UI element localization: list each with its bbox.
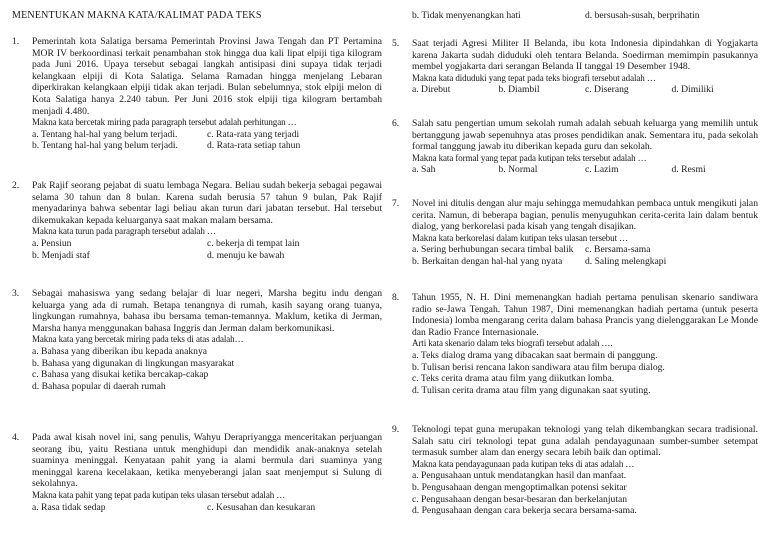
option-a[interactable]: a. Pensiun: [32, 237, 72, 249]
question-passage: Sebagai mahasiswa yang sedang belajar di luar negeri, Marsha begitu indu dengan keluarga yang ada di rumah. Betapa tenangnya di rumah, kasih sayang orang tuanya, lingkungan rumahnya, bahasa ibu bersama teman-temannya. Maklum, ketika di Jerman, Marsha hanya menggunakan bahasa Inggris dan Jerman dalam berkomunikasi.: [32, 288, 382, 334]
question-passage: Tahun 1955, N. H. Dini memenangkan hadiah pertama penulisan skenario sandiwara radio se-Jawa Tengah. Tahun 1987, Dini memenangkan hadiah pertama (untuk peserta Indonesia) lomba mengarang cerita dalam bahasa Prancis yang dielenggarakan Le Monde dan Radio France Internasionale.: [412, 292, 758, 338]
option-d[interactable]: d. Tulisan cerita drama atau film yang digunakan saat syuting.: [412, 384, 651, 396]
option-c[interactable]: c. Pengusahaan dengan besar-besaran dan berkelanjutan: [412, 493, 628, 505]
question-number: 8.: [392, 292, 400, 303]
option-d[interactable]: d. Rata-rata setiap tahun: [207, 140, 301, 152]
option-a[interactable]: a. Direbut: [412, 84, 451, 96]
option-d[interactable]: d. Bahasa popular di daerah rumah: [32, 380, 166, 392]
option-b[interactable]: b. Diambil: [498, 84, 540, 96]
question-prompt: Makna kata formal yang tepat pada kutipan teks tersebut adalah …: [412, 152, 647, 163]
question-4: [12, 432, 382, 513]
question-prompt: Arti kata skenario dalam teks biografi tersebut adalah ….: [412, 338, 613, 349]
question-number: 1.: [12, 36, 20, 47]
option-a[interactable]: a. Bahasa yang diberikan ibu kepada anaknya: [32, 345, 208, 357]
option-d[interactable]: d. Resmi: [671, 164, 706, 176]
option-c[interactable]: c. Kesusahan dan kesukaran: [207, 501, 316, 513]
question-9: [392, 424, 758, 517]
option-b[interactable]: b. Pengusahaan dengan mengoptimalkan potensi sekitar: [412, 481, 627, 493]
option-d[interactable]: d. bersusah-susah, berprihatin: [585, 10, 700, 21]
option-c[interactable]: c. Lazim: [585, 164, 619, 176]
option-b[interactable]: b. Normal: [498, 164, 538, 176]
option-c[interactable]: c. Bersama-sama: [585, 244, 651, 256]
question-prompt: Makna kata berkorelasi dalam kutipan teks ulasan tersebut …: [412, 232, 629, 243]
option-b[interactable]: b. Tidak menyenangkan hati: [412, 10, 521, 21]
option-d[interactable]: d. menuju ke bawah: [207, 249, 285, 261]
option-c[interactable]: c. Teks cerita drama atau film yang diikutkan lomba.: [412, 373, 615, 385]
question-prompt: Makna kata pahit yang tepat pada kutipan teks ulasan tersebut adalah …: [32, 489, 286, 500]
option-b[interactable]: b. Tulisan berisi rencana lakon sandiwara atau film berupa dialog.: [412, 361, 665, 373]
option-d[interactable]: d. Pengusahaan dengan cara bekerja secara bersama-sama.: [412, 505, 637, 517]
question-4-continued-options: [412, 10, 758, 22]
option-b[interactable]: b. Tentang hal-hal yang belum terjadi.: [32, 140, 178, 152]
question-passage: Teknologi tepat guna merupakan teknologi yang telah dikembangkan secara tradisional. Salah satu ciri teknologi tepat guna adalah pendayagunaan sumber-sumber setempat termasuk sumber alam dan energy secara lebih baik dan optimal.: [412, 424, 758, 459]
question-passage: Pada awal kisah novel ini, sang penulis, Wahyu Derapriyangga menceritakan perjuangan seorang ibu, yaitu Restiana untuk menghidupi dan mendidik anak-anaknya setelah suaminya meninggal. Kenyataan pahit yang ia alami bermula dari suaminya yang meninggal karena kecelakaan, ketika menyeberangi jalan saat menjemput si Sulung di sekolahnya.: [32, 432, 382, 490]
option-b[interactable]: b. Berkaitan dengan hal-hal yang nyata: [412, 255, 563, 267]
question-passage: Saat terjadi Agresi Militer II Belanda, ibu kota Indonesia dipindahkan di Yogjakarta karena Jakarta sudah diduduki oleh tentara Belanda. Soedirman memimpin pasukannya membel yogjakarta dari serangan Belanda II tanggal 19 Desember 1948.: [412, 38, 758, 73]
question-number: 5.: [392, 38, 400, 49]
question-number: 4.: [12, 432, 20, 443]
option-b[interactable]: b. Menjadi staf: [32, 249, 90, 261]
option-c[interactable]: c. Diserang: [585, 84, 629, 96]
option-a[interactable]: a. Pengusahaan untuk mendatangkan hasil dan manfaat.: [412, 470, 627, 482]
page-title: MENENTUKAN MAKNA KATA/KALIMAT PADA TEKS: [12, 10, 262, 21]
option-d[interactable]: d. Dimiliki: [671, 84, 714, 96]
question-number: 6.: [392, 118, 400, 129]
question-5: [392, 38, 758, 96]
question-3: [12, 288, 382, 392]
question-passage: Salah satu pengertian umum sekolah rumah adalah sebuah keluarga yang memilih untuk bertanggung jawab sepenuhnya atas proses pendidikan anak. Sementara itu, pada sekolah formal tanggung jawab itu diberikan kepada guru dan sekolah.: [412, 118, 758, 153]
option-c[interactable]: c. Bahasa yang disukai ketika bercakap-cakap: [32, 369, 209, 381]
question-passage: Novel ini ditulis dengan alur maju sehingga memudahkan pembaca untuk mengikuti jalan cerita. Namun, di beberapa bagian, penulis menyuguhkan cerita-cerita lain dalam bentuk dialog, yang berkorelasi pada kisah yang tengah disajikan.: [412, 198, 758, 233]
question-number: 7.: [392, 198, 400, 209]
question-prompt: Makna kata pendayagunaan pada kutipan teks di atas adalah …: [412, 458, 635, 469]
question-number: 2.: [12, 180, 20, 191]
option-c[interactable]: c. bekerja di tempat lain: [207, 237, 300, 249]
question-passage: Pak Rajif seorang pejabat di suatu lembaga Negara. Beliau sudah bekerja sebagai pegawai selama 30 tahun dan 8 bulan. Karena sudah berusia 57 tahun 9 bulan, Pak Rajif menyadarinya bahwa sebentar lagi beliau akan turun dari jabatan tersebut. Hal tersebut dikemukakan kepada keluarganya saat makan malam bersama.: [32, 180, 382, 226]
question-prompt: Makna kata bercetak miring pada paragraph tersebut adalah perhitungan …: [32, 117, 297, 128]
option-a[interactable]: a. Rasa tidak sedap: [32, 501, 106, 513]
question-7: [392, 198, 758, 268]
question-number: 3.: [12, 288, 20, 299]
option-a[interactable]: a. Sah: [412, 164, 436, 176]
question-8: [392, 292, 758, 396]
question-prompt: Makna kata turun pada paragraph tersebut adalah …: [32, 226, 216, 237]
option-b[interactable]: b. Bahasa yang digunakan di lingkungan masyarakat: [32, 357, 235, 369]
option-a[interactable]: a. Tentang hal-hal yang belum terjadi.: [32, 128, 178, 140]
option-a[interactable]: a. Sering berhubungan secara timbal balik: [412, 244, 574, 256]
option-c[interactable]: c. Rata-rata yang terjadi: [207, 128, 300, 140]
option-d[interactable]: d. Saling melengkapi: [585, 255, 667, 267]
question-passage: Pemerintah kota Salatiga bersama Pemerintah Provinsi Jawa Tengah dan PT Pertamina MOR IV berkoordinasi terkait penambahan stok hingga dua kali lipat elpiji tiga kilogram pada Juni 2016. Upaya tersebut sebagai langkah antisipasi dini supaya tidak terjadi kelangkaan elpiji di Kota Salatiga. Selama Ramadan hingga menjelang Lebaran diperkirakan kelangkaan elpiji tidak akan terjadi. Bulan sebelumnya, stok elpiji melon di Kota Salatiga hanya 2.240 tabun. Per Juni 2016 stok elpiji tiga kilogram bertambah menjadi 4.480.: [32, 36, 382, 117]
question-1: [12, 36, 382, 152]
question-6: [392, 118, 758, 176]
question-prompt: Makna kata yang bercetak miring pada teks di atas adalah…: [32, 334, 244, 345]
option-a[interactable]: a. Teks dialog drama yang dibacakan saat bermain di panggung.: [412, 349, 658, 361]
question-2: [12, 180, 382, 261]
question-number: 9.: [392, 424, 400, 435]
question-prompt: Makna kata diduduki yang tepat pada teks biografi tersebut adalah …: [412, 72, 656, 83]
